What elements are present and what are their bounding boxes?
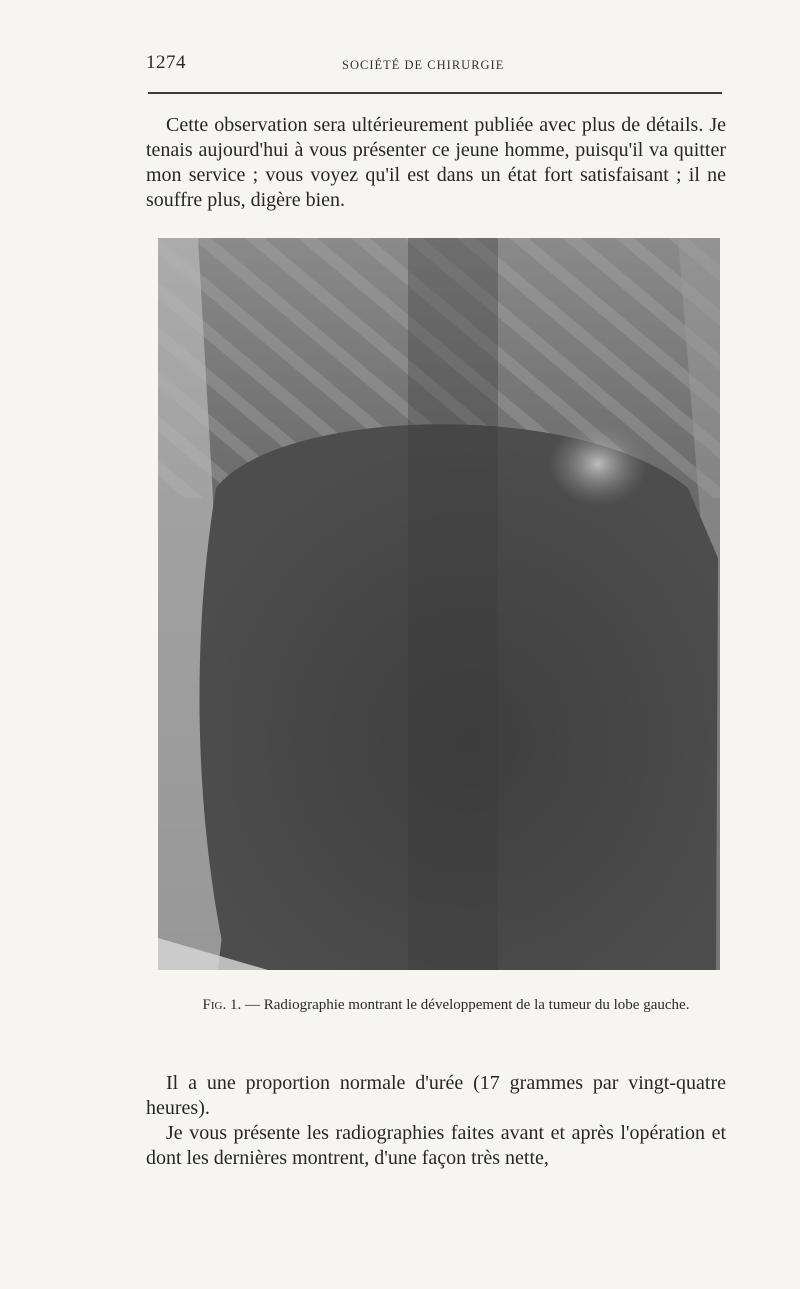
figure-caption-text: — Radiographie montrant le développement de la tumeur du lobe gauche. (241, 997, 690, 1013)
page-header (146, 52, 722, 80)
header-rule (148, 92, 722, 94)
page-number: 1274 (146, 52, 186, 73)
running-title: SOCIÉTÉ DE CHIRURGIE (342, 58, 505, 72)
radiograph-figure (158, 238, 720, 970)
radiograph-image (158, 238, 720, 970)
paragraph-2: Il a une proportion normale d'urée (17 grammes par vingt-quatre heures). (146, 1072, 726, 1119)
figure-caption (146, 995, 746, 1015)
figure-label: Fig. 1. (202, 997, 242, 1013)
paragraph-1: Cette observation sera ultérieurement publiée avec plus de détails. Je tenais aujourd'hui à vous présenter ce jeune homme, puisqu'il va quitter mon service ; vous voyez qu'il est dans un état fort satisfaisant ; il ne souffre plus, digère bien. (146, 114, 726, 211)
paragraph-3: Je vous présente les radiographies faites avant et après l'opération et dont les dernières montrent, d'une façon très nette, (146, 1122, 726, 1169)
